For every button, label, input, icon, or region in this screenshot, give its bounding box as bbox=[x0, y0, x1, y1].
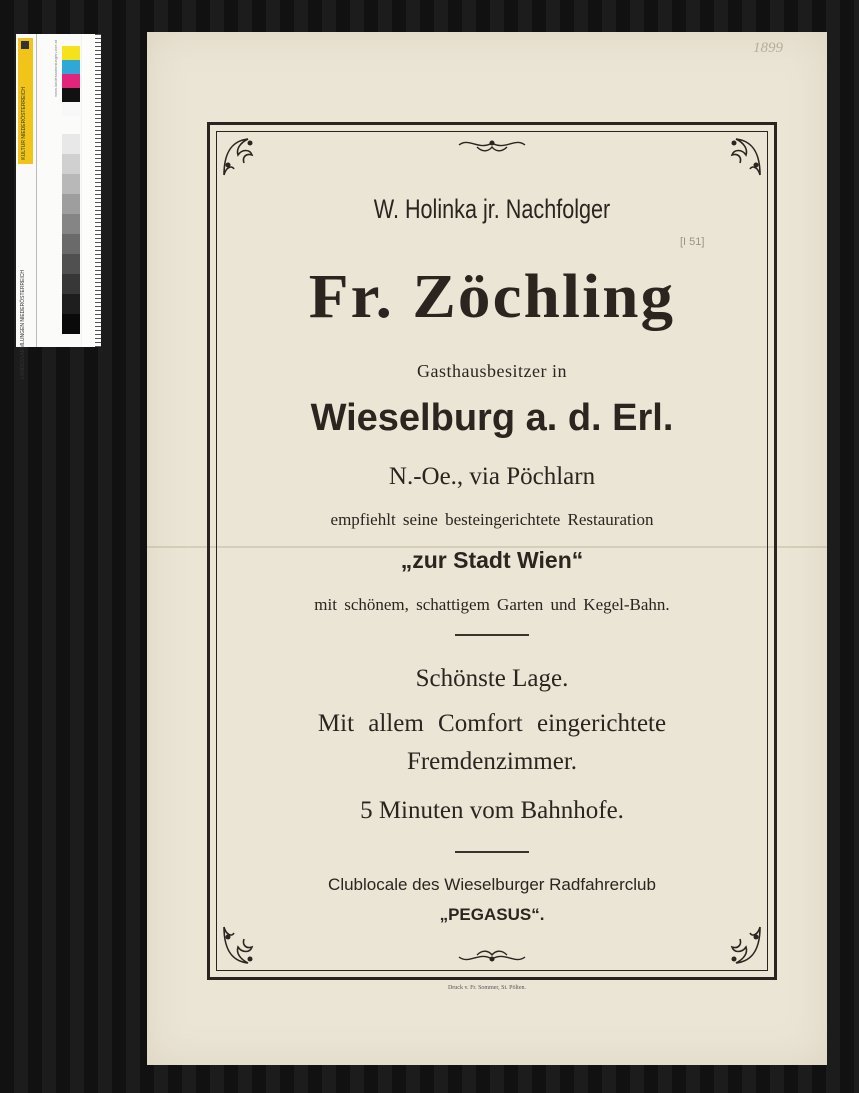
gray-step bbox=[62, 274, 80, 294]
pencil-reference: [I 51] bbox=[680, 236, 705, 248]
printer-imprint: Druck v. Fr. Sommer, St. Pölten. bbox=[447, 985, 527, 991]
restaurant-name: „zur Stadt Wien“ bbox=[400, 547, 584, 573]
gray-step bbox=[62, 314, 80, 334]
swatch-black bbox=[62, 88, 80, 102]
divider-rule bbox=[455, 851, 529, 853]
gray-step bbox=[62, 174, 80, 194]
kultur-logo-badge bbox=[18, 38, 33, 164]
gray-step bbox=[62, 254, 80, 274]
swatch-cyan bbox=[62, 60, 80, 74]
garden-line: mit schönem, schattigem Garten und Kegel-Bahn. bbox=[314, 595, 670, 614]
club-line: Clublocale des Wieselburger Radfahrerclub bbox=[328, 875, 656, 894]
ruler bbox=[82, 34, 101, 347]
swatch-yellow bbox=[62, 46, 80, 60]
owner-title: Gasthausbesitzer in bbox=[417, 361, 567, 381]
color-reference-card bbox=[16, 34, 101, 379]
gray-scale bbox=[62, 134, 80, 334]
gray-step bbox=[62, 134, 80, 154]
poster-sheet bbox=[147, 32, 827, 1065]
logo-mark-icon bbox=[21, 41, 29, 49]
club-name: „PEGASUS“. bbox=[439, 905, 545, 924]
color-swatches bbox=[62, 46, 80, 116]
gray-step bbox=[62, 214, 80, 234]
poster-frame bbox=[207, 122, 777, 980]
location-line: Schönste Lage. bbox=[415, 665, 569, 692]
divider-rule bbox=[455, 634, 529, 636]
station-line: 5 Minuten vom Bahnhofe. bbox=[360, 797, 624, 824]
card-label-strip bbox=[16, 34, 37, 379]
town-name: Wieselburg a. d. Erl. bbox=[310, 397, 674, 439]
gray-step bbox=[62, 194, 80, 214]
recommendation-line: empfiehlt seine besteingerichtete Restauration bbox=[330, 510, 654, 529]
owner-name: Fr. Zöchling bbox=[308, 263, 676, 331]
swatch-white bbox=[62, 102, 80, 116]
gray-step bbox=[62, 294, 80, 314]
url-text: www.landessammlungen-noe.at bbox=[53, 40, 58, 97]
gray-step bbox=[62, 234, 80, 254]
pencil-number: 1899 bbox=[753, 40, 783, 56]
collection-text: LANDESSAMMLUNGEN NIEDERÖSTERREICH bbox=[20, 270, 26, 379]
gray-step bbox=[62, 154, 80, 174]
swatch-magenta bbox=[62, 74, 80, 88]
comfort-line: Mit allem Comfort eingerichtete bbox=[317, 710, 667, 737]
region-line: N.-Oe., via Pöchlarn bbox=[388, 463, 596, 490]
badge-text: KULTUR NIEDERÖSTERREICH bbox=[21, 87, 27, 160]
rooms-line: Fremdenzimmer. bbox=[406, 748, 578, 775]
predecessor-line: W. Holinka jr. Nachfolger bbox=[373, 194, 611, 224]
poster-content bbox=[210, 125, 774, 977]
